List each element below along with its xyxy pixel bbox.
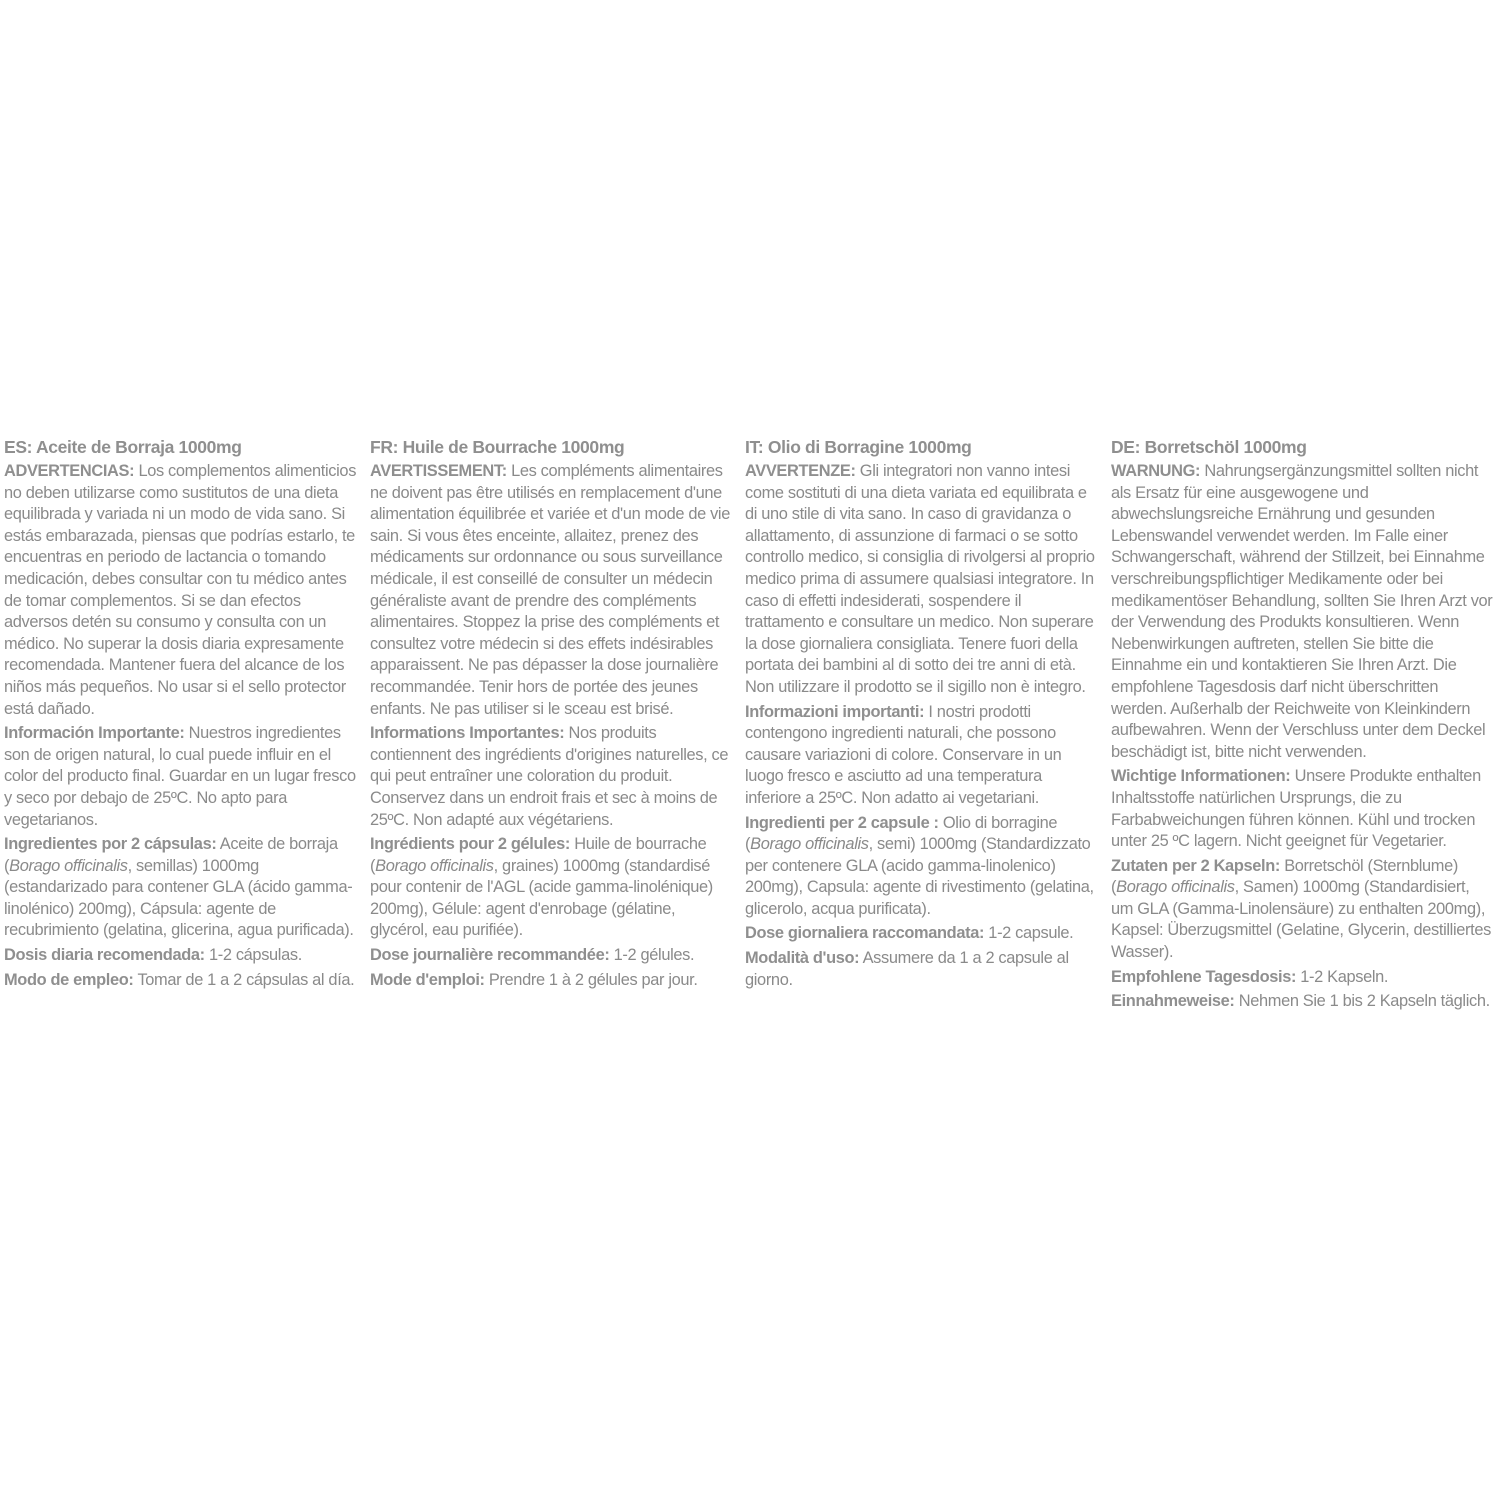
usage-text: Nehmen Sie 1 bis 2 Kapseln täglich. (1234, 992, 1490, 1011)
daily-dose-text: 1-2 gélules. (609, 946, 695, 965)
important-info-text: I nostri prodotti contengono ingredienti naturali, che possono causare variazioni di colore. Conservare in un luogo fresco e asciutto ad una temperatura inferiore a 25ºC. Non adatto ai vegetariani. (745, 702, 1062, 807)
latin-name: Borago officinalis (9, 856, 128, 875)
usage-paragraph (4, 970, 360, 992)
ingredients-label: Ingredientes por 2 cápsulas: (4, 835, 217, 854)
ingredients-text: Olio di borragine ( (745, 813, 1058, 854)
ingredients-text-rest: , Samen) 1000mg (Standardisiert, um GLA (Gamma-Linolensäure) zu enthalten 200mg), Kapsel: Überzugsmittel (Gelatine, Glycerin, destilliertes Wasser). (1111, 878, 1491, 962)
important-info-text: Nuestros ingredientes son de origen natural, lo cual puede influir en el color del producto final. Guardar en un lugar fresco y seco por debajo de 25ºC. No apto para vegetarianos. (4, 724, 356, 829)
daily-dose-text: 1-2 Kapseln. (1296, 967, 1389, 986)
column-title: FR: Huile de Bourrache 1000mg (370, 437, 625, 457)
usage-label: Mode d'emploi: (370, 970, 485, 989)
daily-dose-label: Empfohlene Tagesdosis: (1111, 967, 1297, 986)
important-info-paragraph (4, 723, 360, 831)
warnings-paragraph (1111, 461, 1495, 763)
usage-paragraph (370, 970, 736, 992)
ingredients-text-rest: , semi) 1000mg (Standardizzato per contenere GLA (acido gamma-linolenico) 200mg), Capsula: agente di rivestimento (gelatina, glicerolo, acqua purificata). (745, 835, 1094, 918)
usage-label: Modalità d'uso: (745, 949, 860, 968)
usage-label: Einnahmeweise: (1111, 992, 1235, 1011)
label-column-it (745, 436, 1097, 994)
latin-name: Borago officinalis (1116, 878, 1235, 897)
warnings-label: WARNUNG: (1111, 462, 1201, 480)
warnings-text: Nahrungsergänzungsmittel sollten nicht als Ersatz für eine ausgewogene und abwechslungsreiche Ernährung und gesunden Lebenswandel verwendet werden. Im Falle einer Schwangerschaft, während der Stillzeit, bei Einnahme verschreibungspflichtiger Medikamente oder bei medikamentöser Behandlung, sollten Sie Ihren Arzt vor der Verwendung des Produkts konsultieren. Wenn Nebenwirkungen auftreten, stellen Sie bitte die Einnahme ein und kontaktieren Sie Ihren Arzt. Die empfohlene Tagesdosis darf nicht überschritten werden. Außerhalb der Reichweite von Kleinkindern aufbewahren. Wenn der Verschluss unter dem Deckel beschädigt ist, bitte nicht verwenden. (1111, 462, 1493, 761)
ingredients-text: Borretschöl (Sternblume) ( (1111, 856, 1458, 897)
usage-label: Modo de empleo: (4, 970, 134, 989)
latin-name: Borago officinalis (750, 835, 869, 854)
warnings-text: Gli integratori non vanno intesi come sostituti di una dieta variata ed equilibrata e di uno stile di vita sano. In caso di gravidanza o allattamento, di assunzione di farmaci o se sotto controllo medico, si consiglia di rivolgersi al proprio medico prima di assumere qualsiasi integratore. In caso di effetti indesiderati, sospendere il trattamento e consultare un medico. Non superare la dose giornaliera consigliata. Tenere fuori della portata dei bambini al di sotto dei tre anni di età. Non utilizzare il prodotto se il sigillo non è integro. (745, 462, 1095, 696)
daily-dose-paragraph (4, 945, 360, 967)
ingredients-text: Huile de bourrache ( (370, 835, 707, 875)
important-info-text: Unsere Produkte enthalten Inhaltsstoffe natürlichen Ursprungs, die zu Farbabweichungen führen können. Kühl und trocken unter 25 ºC lagern. Nicht geeignet für Vegetarier. (1111, 767, 1481, 851)
important-info-label: Información Importante: (4, 724, 185, 743)
daily-dose-text: 1-2 cápsulas. (204, 946, 302, 965)
ingredients-text-rest: , semillas) 1000mg (estandarizado para contener GLA (ácido gamma-linolénico) 200mg), Cápsula: agente de recubrimiento (gelatina, glicerina, agua purificada). (4, 856, 354, 940)
ingredients-paragraph (1111, 856, 1495, 964)
label-column-es (4, 436, 360, 994)
warnings-paragraph (745, 461, 1097, 699)
important-info-label: Informations Importantes: (370, 724, 565, 743)
warnings-paragraph (4, 461, 360, 720)
ingredients-label: Zutaten per 2 Kapseln: (1111, 856, 1280, 875)
ingredients-paragraph (4, 834, 360, 942)
ingredients-label: Ingrédients pour 2 gélules: (370, 835, 571, 854)
usage-text: Tomar de 1 a 2 cápsulas al día. (133, 970, 355, 989)
warnings-text: Los complementos alimenticios no deben utilizarse como sustitutos de una dieta equilibrada y variada ni un modo de vida sano. Si estás embarazada, piensas que podrías estarlo, te encuentras en periodo de lactancia o tomando medicación, debes consultar con tu médico antes de tomar complementos. Si se dan efectos adversos detén su consumo y consulta con un médico. No superar la dosis diaria expresamente recomendada. Mantener fuera del alcance de los niños más pequeños. No usar si el sello protector está dañado. (4, 462, 357, 718)
daily-dose-label: Dose giornaliera raccomandata: (745, 924, 985, 943)
usage-text: Prendre 1 à 2 gélules par jour. (484, 970, 698, 989)
warnings-paragraph (370, 461, 736, 720)
important-info-label: Informazioni importanti: (745, 702, 925, 721)
warnings-label: AVERTISSEMENT: (370, 462, 507, 480)
usage-paragraph (745, 948, 1097, 991)
warnings-label: AVVERTENZE: (745, 462, 856, 480)
usage-text: Assumere da 1 a 2 capsule al giorno. (745, 949, 1069, 989)
ingredients-paragraph (370, 834, 736, 942)
daily-dose-paragraph (370, 945, 736, 967)
column-title: ES: Aceite de Borraja 1000mg (4, 437, 242, 457)
column-title: IT: Olio di Borragine 1000mg (745, 437, 972, 457)
latin-name: Borago officinalis (375, 856, 494, 875)
ingredients-paragraph (745, 813, 1097, 921)
warnings-text: Les compléments alimentaires ne doivent pas être utilisés en remplacement d'une alimentation équilibrée et variée et d'un mode de vie sain. Si vous êtes enceinte, allaitez, prenez des médicaments sur ordonnance ou sous surveillance médicale, il est conseillé de consulter un médecin généraliste avant de prendre des compléments alimentaires. Stoppez la prise des compléments et consultez votre médecin si des effets indésirables apparaissent. Ne pas dépasser la dose journalière recommandée. Tenir hors de portée des jeunes enfants. Ne pas utiliser si le sceau est brisé. (370, 462, 730, 718)
daily-dose-paragraph (745, 923, 1097, 945)
daily-dose-text: 1-2 capsule. (984, 924, 1074, 943)
column-title: DE: Borretschöl 1000mg (1111, 437, 1307, 457)
important-info-text: Nos produits contiennent des ingrédients d'origines naturelles, ce qui peut entraîner une coloration du produit. Conservez dans un endroit frais et sec à moins de 25ºC. Non adapté aux végétariens. (370, 724, 729, 829)
usage-paragraph (1111, 991, 1495, 1013)
daily-dose-label: Dosis diaria recomendada: (4, 946, 205, 965)
important-info-paragraph (370, 723, 736, 831)
important-info-label: Wichtige Informationen: (1111, 767, 1291, 786)
ingredients-text-rest: , graines) 1000mg (standardisé pour contenir de l'AGL (acide gamma-linolénique) 200mg), Gélule: agent d'enrobage (gélatine, glycérol, eau purifiée). (370, 856, 713, 940)
important-info-paragraph (1111, 766, 1495, 852)
important-info-paragraph (745, 702, 1097, 810)
daily-dose-label: Dose journalière recommandée: (370, 946, 610, 965)
ingredients-label: Ingredienti per 2 capsule : (745, 813, 939, 832)
ingredients-text: Aceite de borraja ( (4, 835, 338, 875)
daily-dose-paragraph (1111, 967, 1495, 989)
label-column-de (1111, 436, 1495, 1016)
warnings-label: ADVERTENCIAS: (4, 462, 135, 480)
label-column-fr (370, 436, 736, 994)
